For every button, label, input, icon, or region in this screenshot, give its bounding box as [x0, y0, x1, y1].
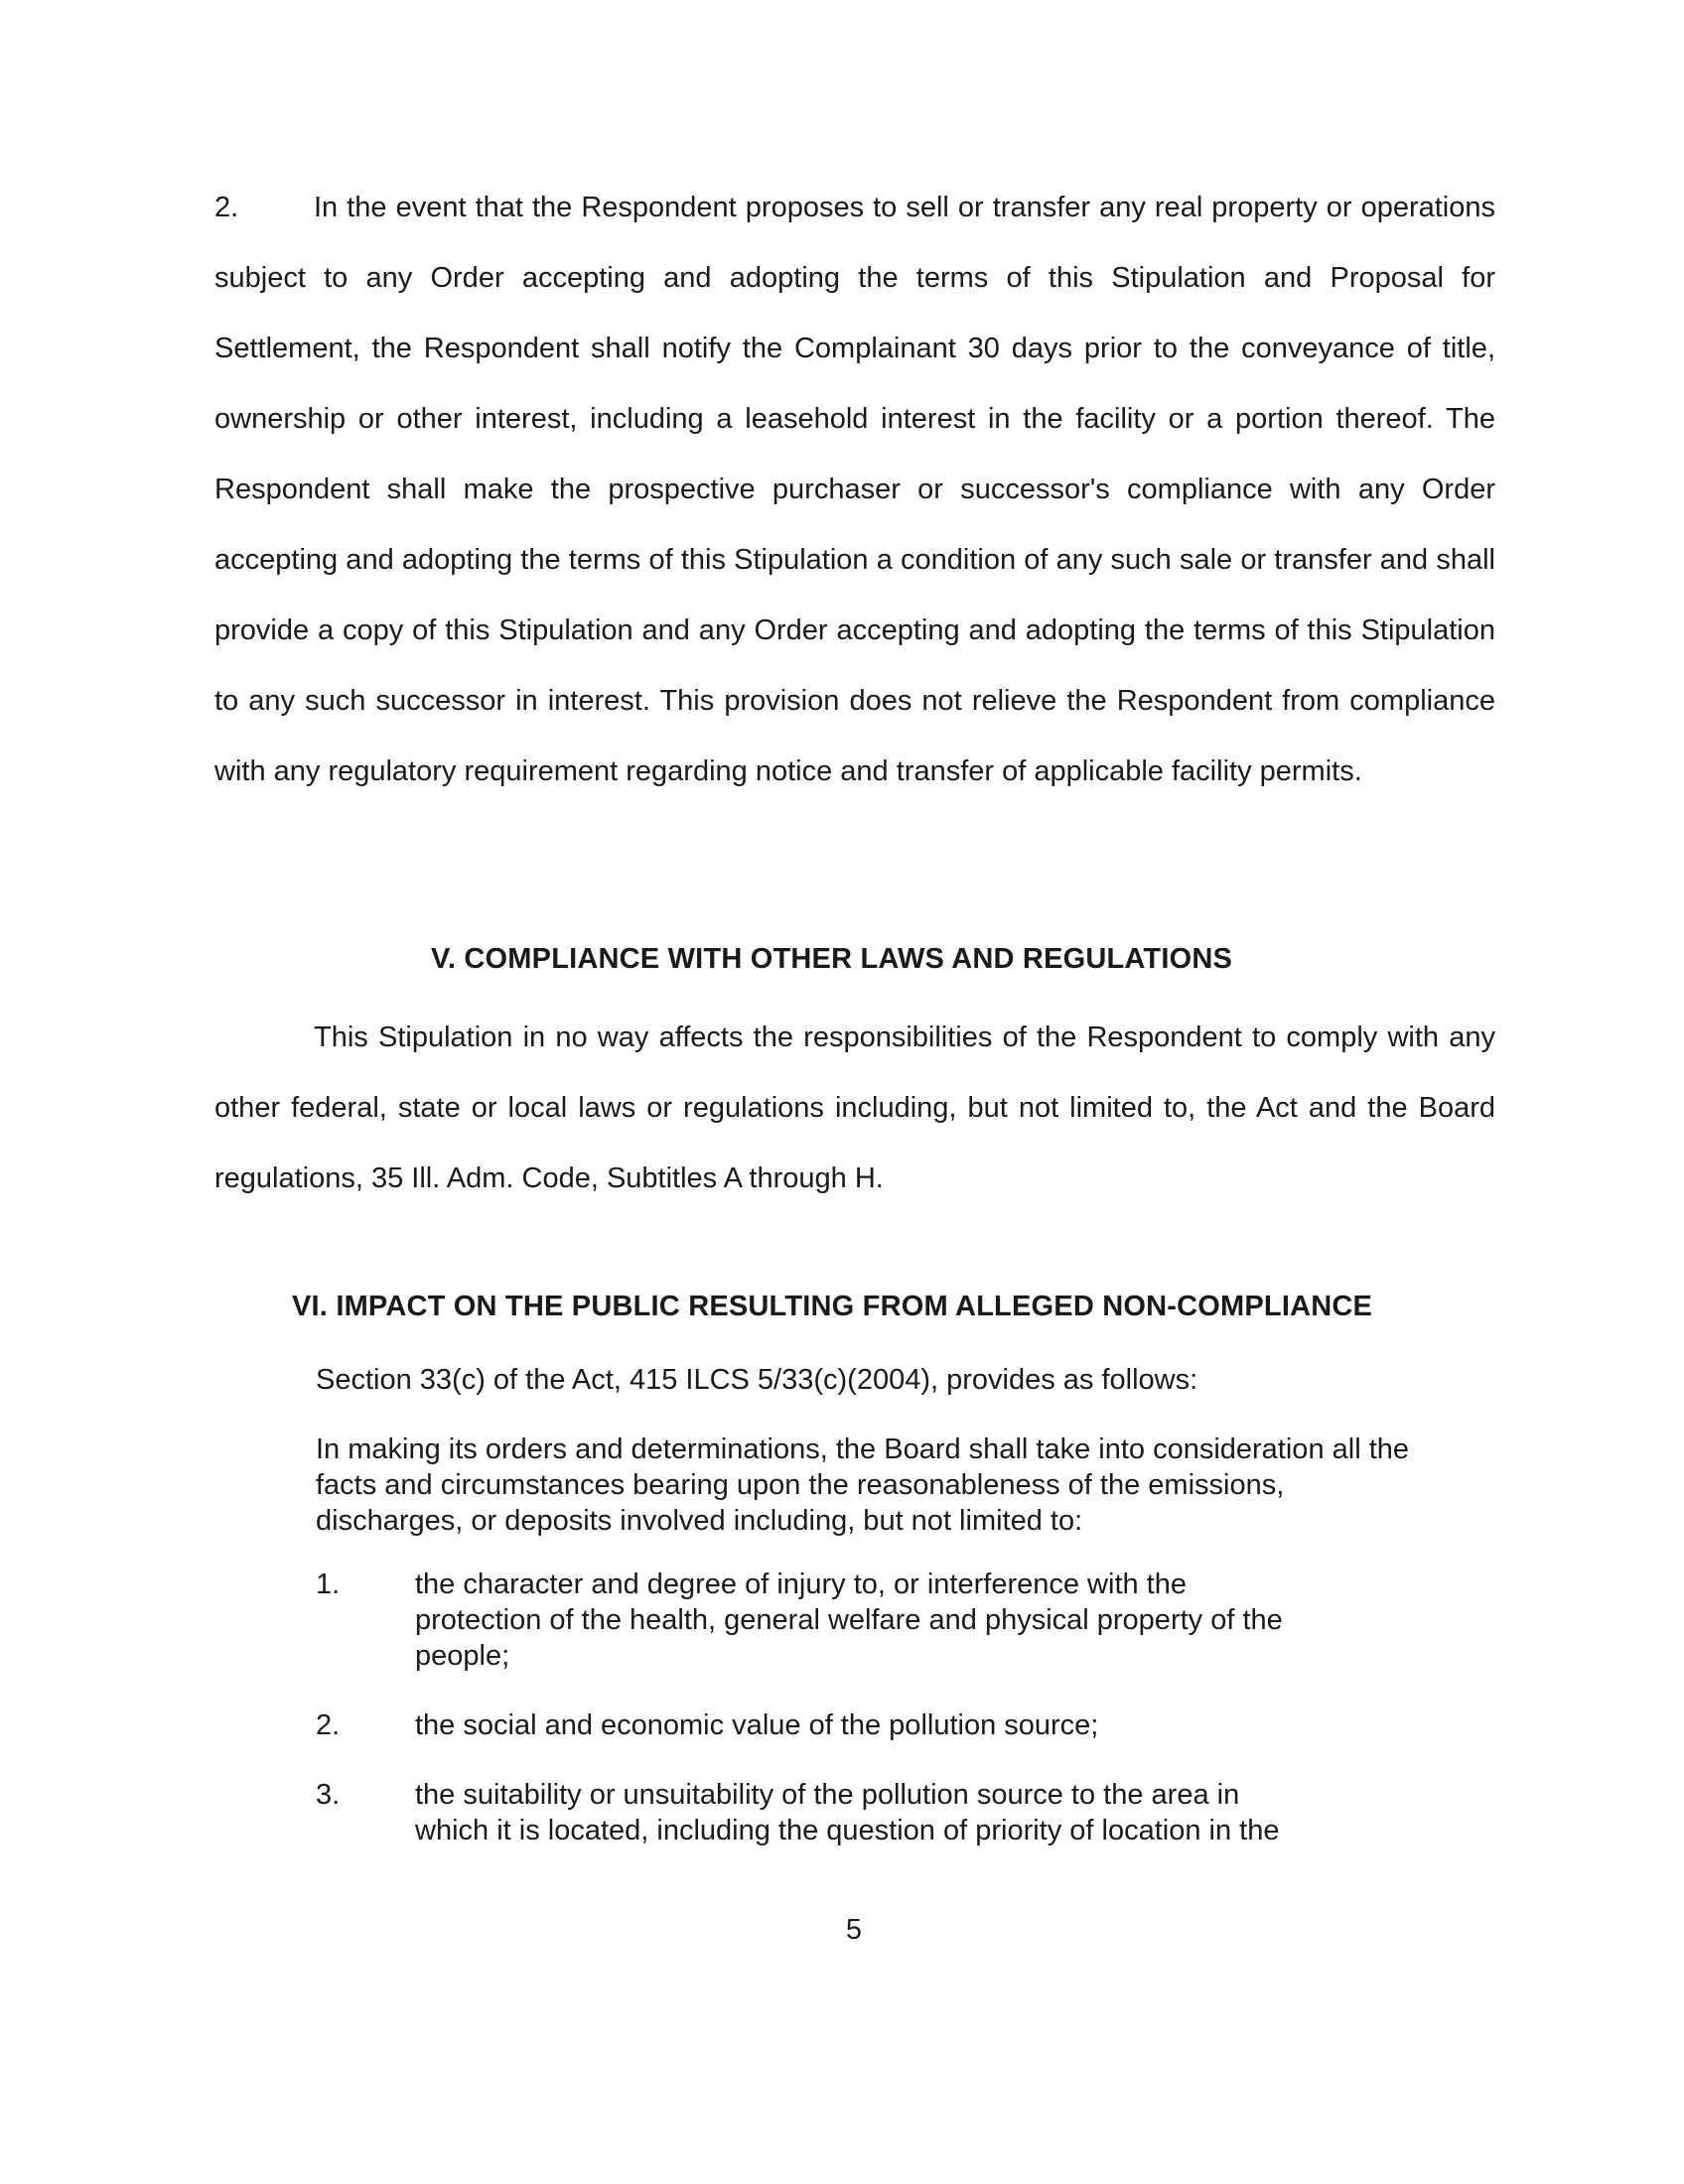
paragraph-number: 2.	[214, 192, 239, 223]
section-v-heading: V. COMPLIANCE WITH OTHER LAWS AND REGULATIONS	[431, 943, 1233, 975]
list-item-text: the social and economic value of the pollution source;	[415, 1709, 1099, 1741]
page-number: 5	[845, 1914, 863, 1946]
list-item-number: 1.	[316, 1569, 341, 1600]
paragraph-text: In the event that the Respondent proposes to sell or transfer any real property or operations subject to any Order accepting and adopting the terms of this Stipulation and Proposal for Settlement, the Respondent shall notify the Complainant 30 days prior to the conveyance of title, ownership or other interest, including a leasehold interest in the facility or a portion thereof. The Respondent shall make the prospective purchaser or successor's compliance with any Order accepting and adopting the terms of this Stipulation a condition of any such sale or transfer and shall provide a copy of this Stipulation and any Order accepting and adopting the terms of this Stipulation to any such successor in interest. This provision does not relieve the Respondent from compliance with any regulatory requirement regarding notice and transfer of applicable facility permits.	[214, 192, 1495, 787]
section-v-paragraph: This Stipulation in no way affects the responsibilities of the Respondent to comply with any other federal, state or local laws or regulations including, but not limited to, the Act and the Board regulations, 35 Ill. Adm. Code, Subtitles A through H.	[214, 1022, 1495, 1194]
list-item-number: 3.	[316, 1779, 341, 1811]
list-item-number: 2.	[316, 1709, 341, 1741]
quoted-statute-paragraph: In making its orders and determinations, the Board shall take into consideration all the facts and circumstances bearing upon the reasonableness of the emissions, discharges, or deposits involved including, but not limited to:	[316, 1433, 1410, 1537]
paragraph-2	[214, 173, 1495, 807]
section-vi-heading: VI. IMPACT ON THE PUBLIC RESULTING FROM ALLEGED NON-COMPLIANCE	[292, 1291, 1373, 1322]
list-item-text: the suitability or unsuitability of the pollution source to the area in which it is located, including the question of priority of location in the	[415, 1779, 1280, 1846]
section-vi-intro: Section 33(c) of the Act, 415 ILCS 5/33(c)(2004), provides as follows:	[316, 1364, 1198, 1396]
list-item-text: the character and degree of injury to, or interference with the protection of the health, general welfare and physical property of the people;	[415, 1569, 1283, 1672]
